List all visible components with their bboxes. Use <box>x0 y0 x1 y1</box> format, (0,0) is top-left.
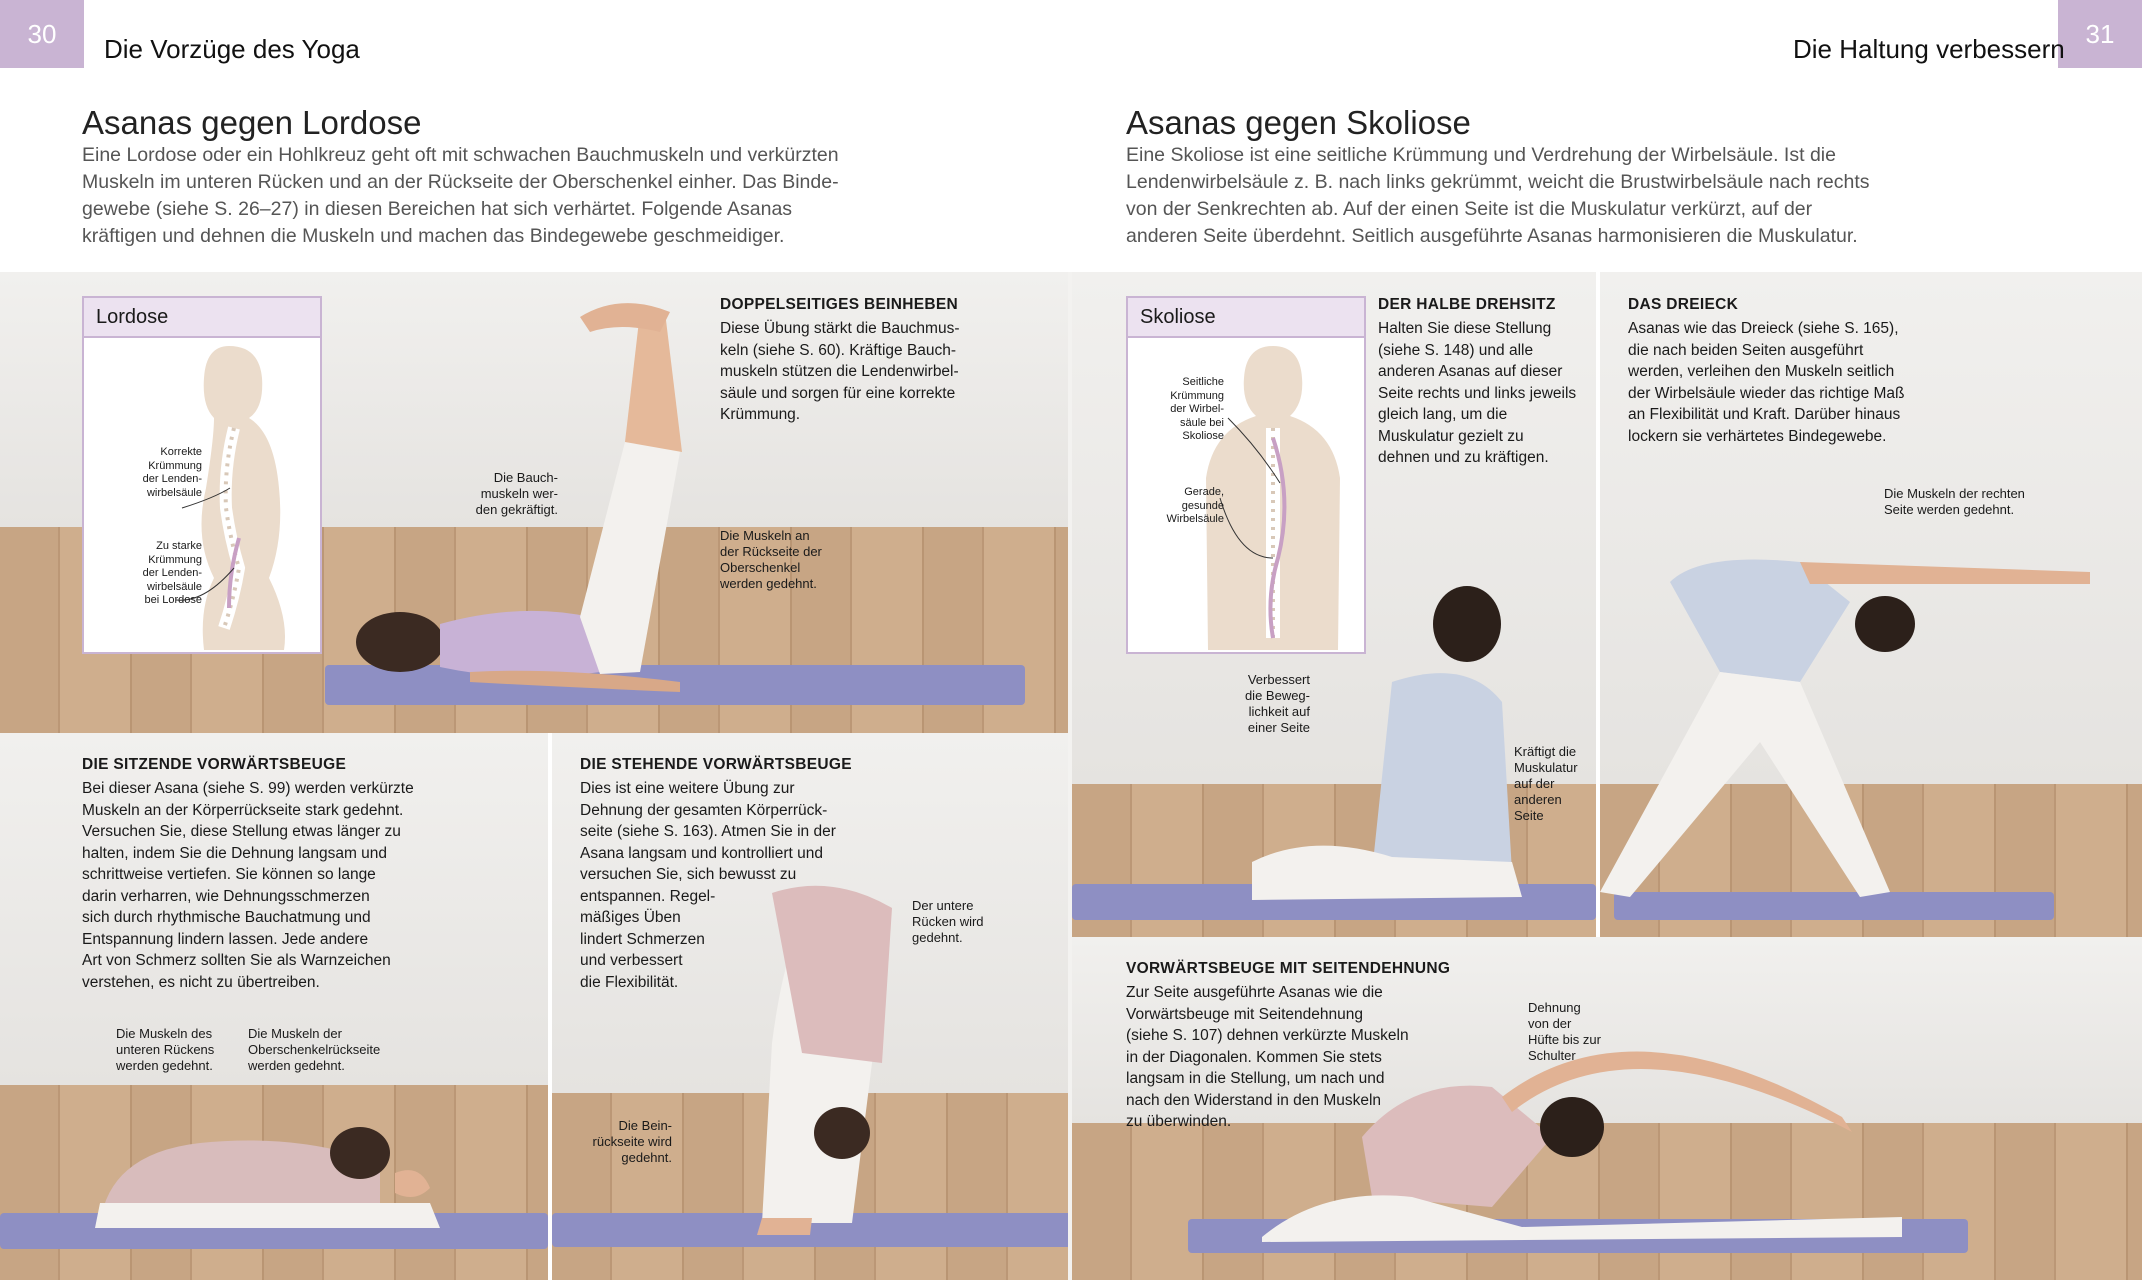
annotation-line: gedehnt. <box>621 1150 672 1165</box>
annotation-line: Die Muskeln an <box>720 528 810 543</box>
label-line: wirbelsäule <box>146 486 202 499</box>
annotation-line: von der <box>1528 1016 1572 1031</box>
annotation-line: Rücken wird <box>912 914 984 929</box>
running-head-right: Die Haltung verbessern <box>1793 34 2065 64</box>
caption-line: sich durch rhythmische Bauchatmung und <box>82 909 371 926</box>
label-line: Seitliche <box>1182 376 1224 388</box>
caption-line: (siehe S. 107) dehnen verkürzte Muskeln <box>1126 1027 1409 1044</box>
annotation-line: auf der <box>1514 776 1555 791</box>
caption-text-seated <box>82 778 462 993</box>
caption-line: in der Diagonalen. Kommen Sie stets <box>1126 1048 1382 1066</box>
running-head-left: Die Vorzüge des Yoga <box>104 34 360 64</box>
caption-title-half-twist: DER HALBE DREHSITZ <box>1378 296 1556 313</box>
annotation-line: Der untere <box>912 898 974 913</box>
label-line: säule bei <box>1179 416 1224 429</box>
label-correct-curve <box>124 446 202 500</box>
annotation-lower-back <box>116 1026 236 1074</box>
caption-line: darin verharren, wie Dehnungsschmerzen <box>82 887 370 905</box>
label-line: Krümmung <box>148 459 202 472</box>
caption-line: anderen Asanas auf dieser <box>1378 363 1563 380</box>
label-line: der Lenden- <box>142 473 202 485</box>
label-line: Skoliose <box>1182 430 1224 442</box>
caption-line: langsam in die Stellung, um nach und <box>1126 1070 1385 1087</box>
annotation-line: lichkeit auf <box>1248 704 1310 719</box>
caption-line: Diese Übung stärkt die Bauchmus- <box>720 320 960 337</box>
annotation-line: Kräftigt die <box>1514 744 1577 759</box>
annotation-line: die Beweg- <box>1244 688 1310 703</box>
intro-line: anderen Seite überdehnt. Seitlich ausgeführte Asanas harmonisieren die Muskulatur. <box>1126 225 1858 247</box>
intro-line: Muskeln im unteren Rücken und an der Rückseite der Oberschenkel einher. Das Binde- <box>82 171 839 193</box>
caption-line: keln (siehe S. 60). Kräftige Bauch- <box>720 341 957 359</box>
annotation-line: Seite werden gedehnt. <box>1884 502 2015 517</box>
annotation-line: Hüfte bis zur <box>1528 1032 1601 1047</box>
label-line: der Wirbel- <box>1170 403 1224 415</box>
caption-line: Dies ist eine weitere Übung zur <box>580 780 795 797</box>
caption-line: Dehnung der gesamten Körperrück- <box>580 801 828 819</box>
page-number-right: 31 <box>2058 0 2142 68</box>
annotation-line: Oberschenkel <box>720 560 801 575</box>
annotation-line: werden gedehnt. <box>248 1058 345 1073</box>
caption-line: und verbessert <box>580 952 683 969</box>
annotation-line: unteren Rückens <box>116 1042 215 1057</box>
intro-line: Eine Skoliose ist eine seitliche Krümmung und Verdrehung der Wirbelsäule. Ist die <box>1126 144 1836 166</box>
caption-line: entspannen. Regel- <box>580 887 716 905</box>
caption-line: säule und sorgen für eine korrekte <box>720 384 956 402</box>
annotation-line: anderen <box>1514 792 1562 807</box>
annotation-line: Muskulatur <box>1514 760 1578 775</box>
annotation-lower-back-standing <box>912 898 1022 946</box>
intro-line: Eine Lordose oder ein Hohlkreuz geht oft mit schwachen Bauchmuskeln und verkürzten <box>82 144 839 166</box>
caption-title-standing: DIE STEHENDE VORWÄRTSBEUGE <box>580 756 852 773</box>
caption-line: seite (siehe S. 163). Atmen Sie in der <box>580 823 836 840</box>
caption-title-leg-raise: DOPPELSEITIGES BEINHEBEN <box>720 296 959 313</box>
caption-text-half-twist <box>1378 318 1588 469</box>
annotation-line: der Rückseite der <box>720 544 822 559</box>
annotation-line: rückseite wird <box>592 1134 672 1149</box>
caption-text-leg-raise <box>720 318 990 426</box>
label-line: Zu starke <box>156 540 202 552</box>
annotation-line: Die Muskeln der <box>248 1026 342 1041</box>
caption-line: gleich lang, um die <box>1378 406 1508 423</box>
intro-lordose <box>82 142 842 250</box>
caption-line: Seite rechts und links jeweils <box>1378 384 1577 402</box>
annotation-mobility <box>1210 672 1310 736</box>
caption-line: mäßiges Üben <box>580 909 681 926</box>
intro-line: Lendenwirbelsäule z. B. nach links gekrümmt, weicht die Brustwirbelsäule nach rechts <box>1126 171 1870 193</box>
caption-line: (siehe S. 148) und alle <box>1378 341 1534 359</box>
caption-line: Vorwärtsbeuge mit Seitendehnung <box>1126 1005 1363 1023</box>
spine-lordose-illustration <box>84 338 320 650</box>
label-strong-curve <box>124 540 202 608</box>
title-skoliose: Asanas gegen Skoliose <box>1126 104 1471 141</box>
caption-line: verstehen, es nicht zu übertreiben. <box>82 973 320 991</box>
annotation-leg-back <box>566 1118 672 1166</box>
intro-line: gewebe (siehe S. 26–27) in diesen Bereichen hat sich verhärtet. Folgende Asanas <box>82 198 793 220</box>
annotation-hamstrings <box>720 528 860 592</box>
caption-line: lindert Schmerzen <box>580 930 705 948</box>
infobox-skoliose <box>1126 296 1366 654</box>
caption-line: nach den Widerstand in den Muskeln <box>1126 1091 1382 1109</box>
annotation-line: den gekräftigt. <box>475 502 558 517</box>
caption-line: Krümmung. <box>720 406 801 423</box>
annotation-line: einer Seite <box>1247 720 1310 735</box>
caption-text-triangle <box>1628 318 1948 447</box>
label-line: Krümmung <box>148 553 202 566</box>
caption-line: Asana langsam und kontrolliert und <box>580 844 823 862</box>
caption-line: Muskulatur gezielt zu <box>1378 427 1524 445</box>
annotation-right-side <box>1884 486 2064 518</box>
caption-line: an Flexibilität und Kraft. Darüber hinaus <box>1628 406 1901 423</box>
annotation-line: Die Bauch- <box>493 470 558 485</box>
caption-text-side-bend <box>1126 982 1466 1133</box>
caption-line: lockern sie verhärtetes Bindegewebe. <box>1628 427 1887 445</box>
annotation-line: Dehnung <box>1528 1000 1581 1015</box>
page-gutter <box>1068 272 1072 1280</box>
caption-line: werden, verleihen den Muskeln seitlich <box>1628 363 1895 380</box>
label-line: Gerade, <box>1184 486 1224 498</box>
annotation-hip-shoulder <box>1528 1000 1628 1064</box>
caption-line: Asanas wie das Dreieck (siehe S. 165), <box>1628 320 1899 337</box>
annotation-line: Die Muskeln des <box>116 1026 213 1041</box>
caption-line: Versuchen Sie, diese Stellung etwas länger zu <box>82 823 401 840</box>
caption-title-side-bend: VORWÄRTSBEUGE MIT SEITENDEHNUNG <box>1126 960 1451 977</box>
caption-line: Bei dieser Asana (siehe S. 99) werden verkürzte <box>82 780 414 797</box>
caption-line: Art von Schmerz sollten Sie als Warnzeichen <box>82 952 391 969</box>
annotation-line: werden gedehnt. <box>720 576 817 591</box>
intro-line: von der Senkrechten ab. Auf der einen Seite ist die Muskulatur verkürzt, auf der <box>1126 198 1813 220</box>
annotation-line: Verbessert <box>1247 672 1310 687</box>
caption-title-triangle: DAS DREIECK <box>1628 296 1739 313</box>
label-line: gesunde <box>1181 499 1224 512</box>
caption-line: halten, indem Sie die Dehnung langsam und <box>82 844 388 862</box>
label-straight-spine <box>1146 486 1224 527</box>
caption-line: versuchen Sie, sich bewusst zu <box>580 866 797 883</box>
infobox-title: Lordose <box>84 298 320 338</box>
caption-line: Zur Seite ausgeführte Asanas wie die <box>1126 984 1383 1001</box>
caption-line: die nach beiden Seiten ausgeführt <box>1628 341 1864 359</box>
caption-line: Muskeln an der Körperrückseite stark gedehnt. <box>82 801 404 819</box>
annotation-strength <box>1514 744 1594 824</box>
caption-line: Halten Sie diese Stellung <box>1378 320 1552 337</box>
caption-line: der Wirbelsäule wieder das richtige Maß <box>1628 384 1905 402</box>
annotation-line: werden gedehnt. <box>116 1058 213 1073</box>
label-line: Korrekte <box>160 446 202 458</box>
annotation-line: muskeln wer- <box>480 486 558 501</box>
annotation-line: Oberschenkelrückseite <box>248 1042 381 1057</box>
caption-line: muskeln stützen die Lendenwirbel- <box>720 363 959 380</box>
label-line: der Lenden- <box>142 567 202 579</box>
caption-line: Entspannung lindern lassen. Jede andere <box>82 930 369 948</box>
title-lordose: Asanas gegen Lordose <box>82 104 422 141</box>
label-line: Wirbelsäule <box>1166 513 1224 525</box>
annotation-line: Die Muskeln der rechten <box>1884 486 2025 501</box>
caption-line: schrittweise vertiefen. Sie können so lange <box>82 866 376 883</box>
infobox-title: Skoliose <box>1128 298 1364 338</box>
intro-skoliose <box>1126 142 1926 250</box>
intro-line: kräftigen und dehnen die Muskeln und machen das Bindegewebe geschmeidiger. <box>82 225 785 247</box>
annotation-line: Die Bein- <box>618 1118 672 1133</box>
caption-line: zu überwinden. <box>1126 1113 1232 1130</box>
infobox-lordose <box>82 296 322 654</box>
label-line: Krümmung <box>1170 389 1224 402</box>
caption-line: die Flexibilität. <box>580 973 679 991</box>
label-lateral-curve <box>1146 376 1224 444</box>
page-number-left: 30 <box>0 0 84 68</box>
annotation-line: gedehnt. <box>912 930 963 945</box>
caption-line: dehnen und zu kräftigen. <box>1378 449 1549 466</box>
annotation-abs <box>452 470 558 518</box>
label-line: wirbelsäule <box>146 580 202 593</box>
annotation-line: Schulter <box>1528 1048 1576 1063</box>
label-line: bei Lordose <box>144 594 202 606</box>
caption-text-standing <box>580 778 870 993</box>
annotation-line: Seite <box>1514 808 1544 823</box>
annotation-thigh-back <box>248 1026 418 1074</box>
caption-title-seated: DIE SITZENDE VORWÄRTSBEUGE <box>82 756 347 773</box>
